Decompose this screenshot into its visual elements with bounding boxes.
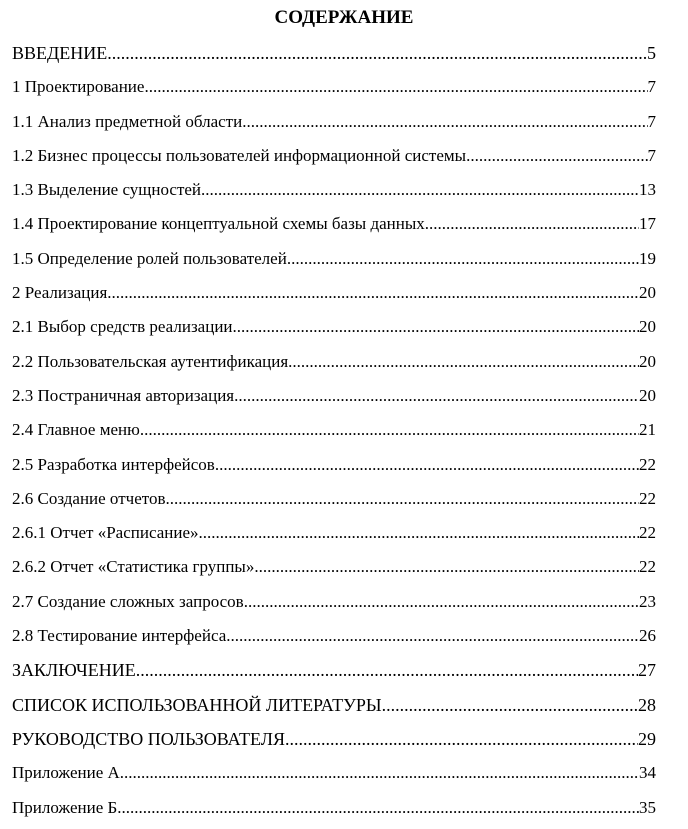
toc-entry-appendix-b[interactable] [12, 795, 656, 829]
toc-entry-section-2[interactable] [12, 280, 656, 314]
dot-leader [201, 177, 639, 203]
toc-entry-label: 1 Проектирование [12, 77, 145, 97]
toc-entry-conclusion[interactable] [12, 657, 656, 691]
toc-entry-page: 28 [638, 694, 656, 715]
toc-entry-label: Приложение А [12, 763, 120, 783]
toc-entry-section-1-5[interactable] [12, 246, 656, 280]
toc-entry-section-2-2[interactable] [12, 349, 656, 383]
toc-entry-page: 34 [639, 763, 656, 783]
dot-leader [466, 143, 647, 169]
dot-leader [233, 314, 639, 340]
dot-leader [242, 109, 647, 135]
toc-entry-label: 2.6.2 Отчет «Статистика группы» [12, 557, 255, 577]
toc-entry-section-2-6-1[interactable] [12, 520, 656, 554]
toc-entry-page: 20 [639, 385, 656, 405]
dot-leader [285, 726, 638, 752]
toc-entry-page: 17 [639, 214, 656, 234]
toc-entry-label: ВВЕДЕНИЕ [12, 43, 108, 63]
toc-entry-label: РУКОВОДСТВО ПОЛЬЗОВАТЕЛЯ [12, 728, 285, 749]
dot-leader [120, 760, 639, 786]
toc-entry-section-1-2[interactable] [12, 143, 656, 177]
toc-entry-section-2-7[interactable] [12, 589, 656, 623]
toc-entry-label: 2.6 Создание отчетов [12, 488, 166, 508]
dot-leader [215, 452, 639, 478]
toc-entry-label: СПИСОК ИСПОЛЬЗОВАННОЙ ЛИТЕРАТУРЫ [12, 694, 382, 715]
toc-entry-label: ЗАКЛЮЧЕНИЕ [12, 660, 136, 681]
toc-entry-page: 19 [639, 248, 656, 268]
toc-entry-page: 22 [639, 557, 656, 577]
toc-entry-page: 20 [639, 283, 656, 303]
toc-entry-label: 2.4 Главное меню [12, 420, 140, 440]
toc-entry-page: 13 [639, 180, 656, 200]
toc-entry-page: 7 [647, 77, 656, 97]
toc-entry-label: Приложение Б [12, 797, 118, 817]
toc-entry-label: 2.6.1 Отчет «Расписание» [12, 523, 199, 543]
toc-entry-introduction[interactable] [12, 40, 656, 74]
toc-entry-label: 2.1 Выбор средств реализации [12, 317, 233, 337]
toc-entry-label: 2.2 Пользовательская аутентификация [12, 351, 289, 371]
dot-leader [288, 349, 639, 375]
toc-entry-section-2-6-2[interactable] [12, 554, 656, 588]
toc-entry-section-1-4[interactable] [12, 211, 656, 245]
toc-entry-page: 5 [647, 43, 656, 63]
toc-entry-page: 26 [639, 626, 656, 646]
dot-leader [107, 40, 647, 66]
dot-leader [140, 417, 639, 443]
table-of-contents [12, 40, 656, 829]
toc-entry-appendix-a[interactable] [12, 760, 656, 794]
dot-leader [226, 623, 639, 649]
toc-entry-page: 20 [639, 351, 656, 371]
toc-entry-label: 2.5 Разработка интерфейсов [12, 454, 215, 474]
toc-entry-section-2-3[interactable] [12, 383, 656, 417]
toc-entry-label: 1.1 Анализ предметной области [12, 111, 243, 131]
dot-leader [117, 795, 639, 821]
dot-leader [165, 486, 639, 512]
toc-entry-page: 21 [639, 420, 656, 440]
toc-entry-page: 7 [647, 145, 656, 165]
toc-entry-label: 1.3 Выделение сущностей [12, 180, 202, 200]
dot-leader [136, 657, 638, 683]
toc-entry-references[interactable] [12, 692, 656, 726]
toc-entry-section-1[interactable] [12, 74, 656, 108]
toc-entry-label: 2.8 Тестирование интерфейса [12, 626, 227, 646]
dot-leader [144, 74, 647, 100]
toc-entry-section-1-3[interactable] [12, 177, 656, 211]
toc-entry-label: 2 Реализация [12, 283, 108, 303]
dot-leader [382, 692, 638, 718]
toc-entry-user-guide[interactable] [12, 726, 656, 760]
toc-entry-label: 1.5 Определение ролей пользователей [12, 248, 287, 268]
toc-entry-label: 1.2 Бизнес процессы пользователей информационной системы [12, 145, 467, 165]
toc-entry-page: 22 [639, 523, 656, 543]
toc-entry-section-2-8[interactable] [12, 623, 656, 657]
toc-entry-page: 27 [638, 660, 656, 681]
toc-entry-label: 1.4 Проектирование концептуальной схемы базы данных [12, 214, 425, 234]
dot-leader [244, 589, 639, 615]
toc-entry-page: 23 [639, 591, 656, 611]
toc-title: СОДЕРЖАНИЕ [274, 7, 414, 28]
dot-leader [254, 554, 639, 580]
dot-leader [107, 280, 639, 306]
toc-entry-page: 35 [639, 797, 656, 817]
toc-entry-label: 2.3 Постраничная авторизация [12, 385, 235, 405]
dot-leader [287, 246, 639, 272]
toc-entry-label: 2.7 Создание сложных запросов [12, 591, 244, 611]
toc-entry-section-1-1[interactable] [12, 109, 656, 143]
toc-entry-section-2-5[interactable] [12, 452, 656, 486]
toc-entry-page: 22 [639, 454, 656, 474]
toc-entry-section-2-1[interactable] [12, 314, 656, 348]
dot-leader [199, 520, 639, 546]
toc-entry-page: 29 [638, 728, 656, 749]
toc-entry-page: 20 [639, 317, 656, 337]
dot-leader [234, 383, 639, 409]
toc-entry-page: 7 [647, 111, 656, 131]
dot-leader [425, 211, 639, 237]
toc-entry-section-2-4[interactable] [12, 417, 656, 451]
toc-entry-section-2-6[interactable] [12, 486, 656, 520]
toc-entry-page: 22 [639, 488, 656, 508]
